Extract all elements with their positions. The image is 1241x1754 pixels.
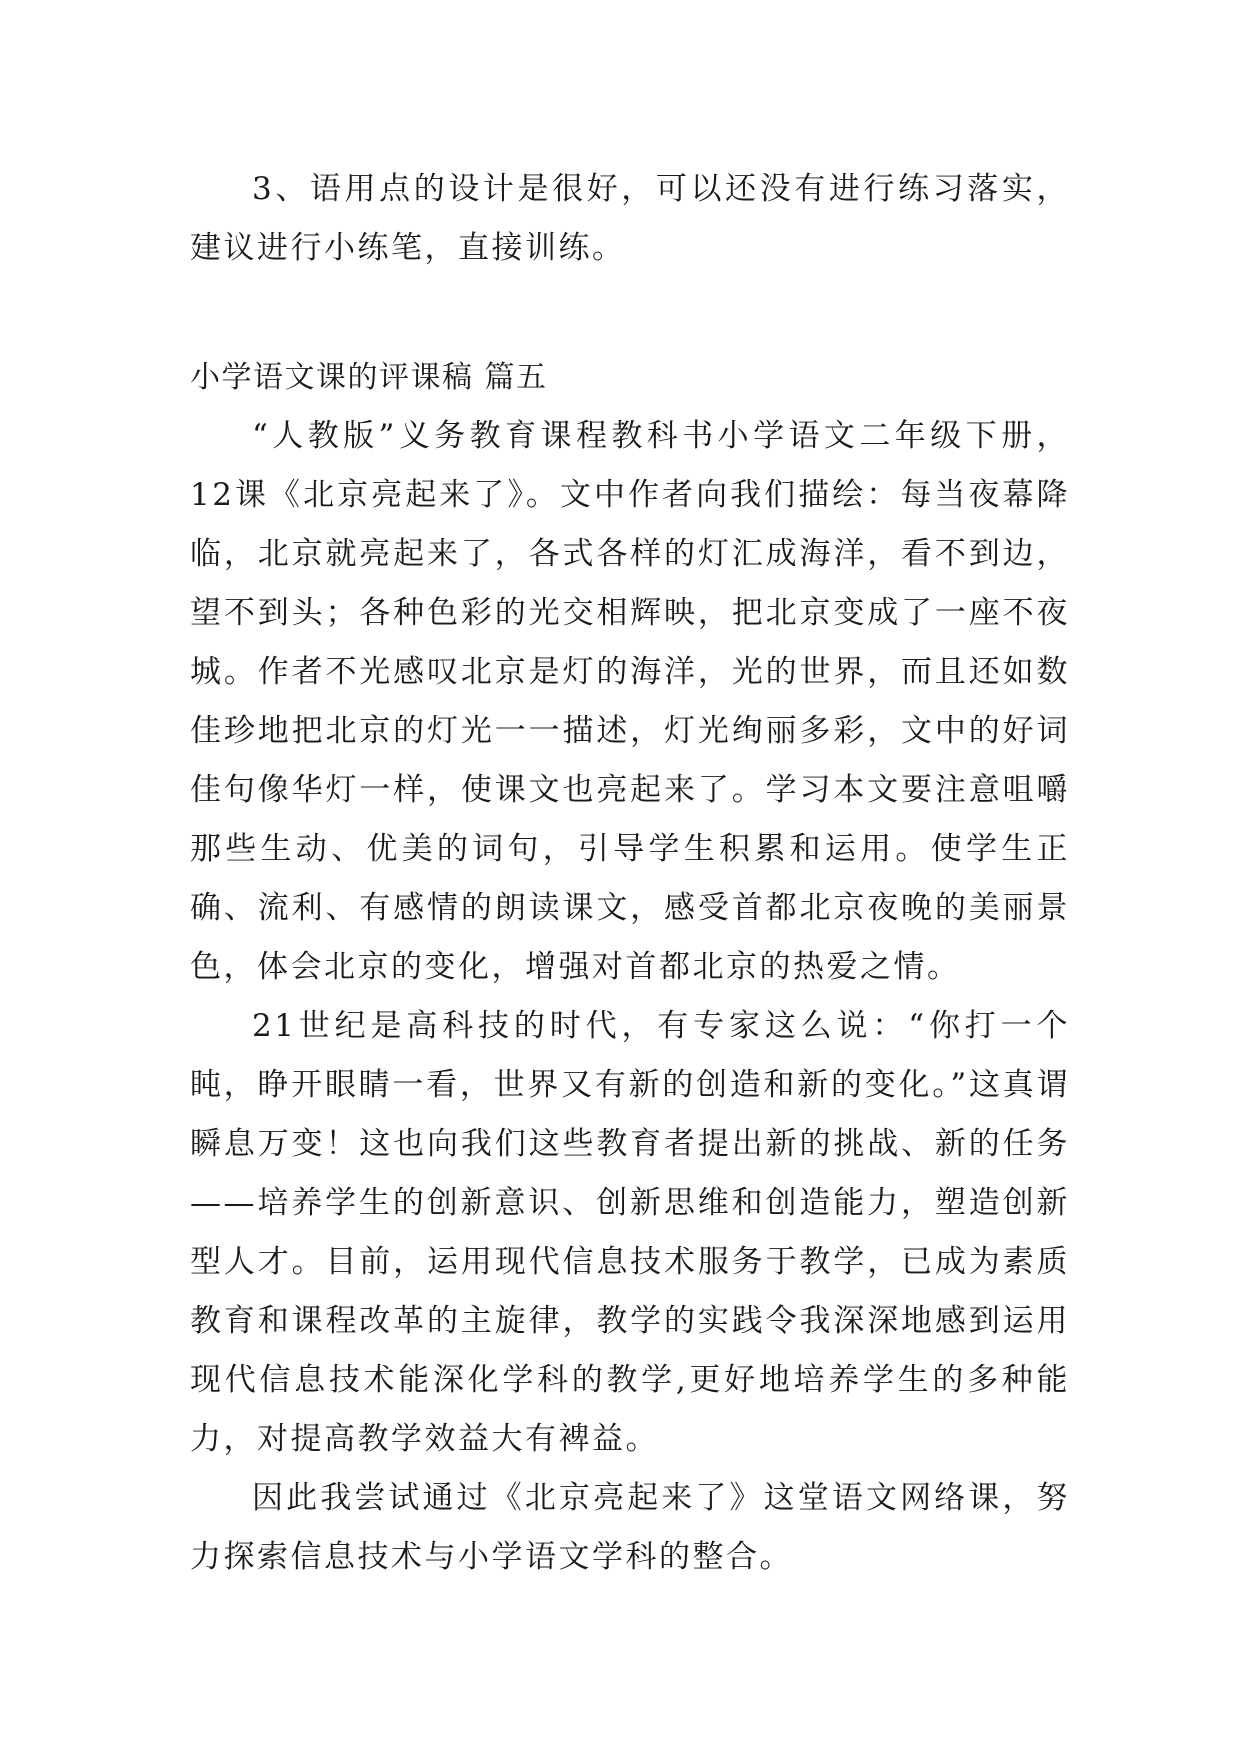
- paragraph-evaluation-point-3: 3、语用点的设计是很好，可以还没有进行练习落实，建议进行小练笔，直接训练。: [190, 171, 1070, 266]
- document-body: [190, 160, 1070, 1587]
- paragraph-information-technology: 21世纪是高科技的时代，有专家这么说：“你打一个盹，睁开眼睛一看，世界又有新的创造和新的变化。”这真谓瞬息万变！这也向我们这些教育者提出新的挑战、新的任务——培养学生的创新意识、创新思维和创造能力，塑造创新型人才。目前，运用现代信息技术服务于教学，已成为素质教育和课程改革的主旋律，教学的实践令我深深地感到运用现代信息技术能深化学科的教学,更好地培养学生的多种能力，对提高教学效益大有裨益。: [190, 1008, 1070, 1457]
- paragraph-spacer: [190, 278, 1070, 348]
- section-title: 小学语文课的评课稿 篇五: [190, 360, 548, 395]
- paragraph-lesson-intro: “人教版”义务教育课程教科书小学语文二年级下册，12课《北京亮起来了》。文中作者向我们描绘：每当夜幕降临，北京就亮起来了，各式各样的灯汇成海洋，看不到边，望不到头；各种色彩的光交相辉映，把北京变成了一座不夜城。作者不光感叹北京是灯的海洋，光的世界，而且还如数佳珍地把北京的灯光一一描述，灯光绚丽多彩，文中的好词佳句像华灯一样，使课文也亮起来了。学习本文要注意咀嚼那些生动、优美的词句，引导学生积累和运用。使学生正确、流利、有感情的朗读课文，感受首都北京夜晚的美丽景色，体会北京的变化，增强对首都北京的热爱之情。: [190, 418, 1070, 985]
- paragraph-conclusion: 因此我尝试通过《北京亮起来了》这堂语文网络课，努力探索信息技术与小学语文学科的整合。: [190, 1480, 1070, 1575]
